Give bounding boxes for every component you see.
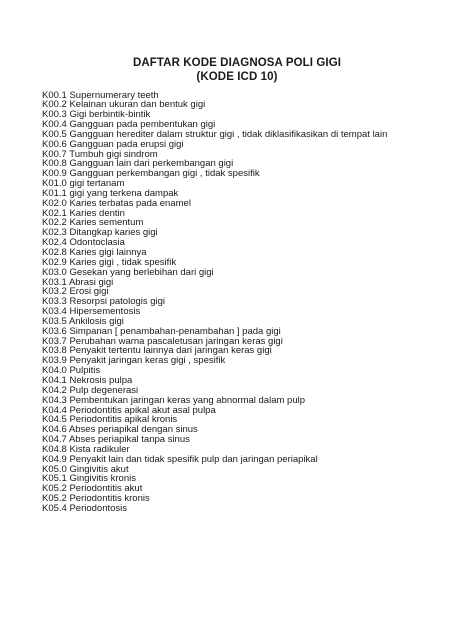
list-item: K02.2 Karies sementum (42, 218, 144, 229)
list-item: K03.1 Abrasi gigi (42, 277, 114, 288)
list-item: K05.2 Periodontitis kronis (42, 494, 150, 504)
list-item: K03.5 Ankilosis gigi (42, 316, 124, 327)
list-item: K01.1 gigi yang terkena dampak (42, 188, 179, 199)
list-item: K02.0 Karies terbatas pada enamel (42, 198, 191, 209)
list-item: K00.6 Gangguan pada erupsi gigi (42, 139, 184, 150)
document-subtitle: (KODE ICD 10) (196, 71, 278, 83)
list-item: K02.1 Karies dentin (42, 208, 125, 219)
list-item: K05.2 Periodontitis akut (42, 484, 143, 495)
list-item: K01.0 gigi tertanam (42, 179, 125, 189)
list-item: K04.0 Pulpitis (42, 366, 101, 376)
list-item: K00.4 Gangguan pada pembentukan gigi (42, 120, 216, 130)
list-item: K00.5 Gangguan herediter dalam struktur gigi , tidak diklasifikasikan di tempat lain (42, 129, 388, 140)
list-item: K03.2 Erosi gigi (42, 287, 109, 298)
list-item: K03.9 Penyakit jaringan keras gigi , spesifik (42, 356, 226, 367)
list-item: K00.2 Kelainan ukuran dan bentuk gigi (42, 100, 206, 111)
list-item: K04.9 Penyakit lain dan tidak spesifik pulp dan jaringan periapikal (42, 454, 318, 465)
list-item: K03.6 Simpanan [ penambahan-penambahan ] pada gigi (42, 326, 281, 337)
list-item: K03.8 Penyakit tertentu lainnya dari jaringan keras gigi (42, 346, 272, 357)
list-item: K00.1 Supernumerary teeth (42, 90, 159, 101)
list-item: K03.0 Gesekan yang berlebihan dari gigi (42, 267, 214, 278)
list-item: K04.8 Kista radikuler (42, 444, 130, 455)
list-item: K04.2 Pulp degenerasi (42, 385, 139, 396)
list-item: K05.4 Periodontosis (42, 503, 128, 514)
list-item: K00.8 Gangguan lain dari perkembangan gigi (42, 159, 234, 170)
document-title: DAFTAR KODE DIAGNOSA POLI GIGI (132, 57, 342, 69)
list-item: K04.7 Abses periapikal tanpa sinus (42, 435, 190, 445)
list-item: K05.0 Gingivitis akut (42, 464, 129, 475)
list-item: K00.3 Gigi berbintik-bintik (42, 110, 151, 121)
list-item: K00.9 Gangguan perkembangan gigi , tidak spesifik (42, 169, 260, 180)
list-item: K04.3 Pembentukan jaringan keras yang abnormal dalam pulp (42, 395, 305, 406)
list-item: K04.4 Periodontitis apikal akut asal pulpa (42, 405, 216, 416)
list-item: K04.5 Periodontitis apikal kronis (42, 415, 178, 426)
list-item: K02.3 Ditangkap karies gigi (42, 228, 158, 239)
list-item: K03.3 Resorpsi patologis gigi (42, 297, 166, 308)
list-item: K03.4 Hipersementosis (42, 307, 141, 317)
list-item: K02.9 Karies gigi , tidak spesifik (42, 257, 177, 268)
list-item: K04.6 Abses periapikal dengan sinus (42, 425, 198, 436)
diagnosis-code-list (42, 91, 462, 514)
list-item: K03.7 Perubahan warna pascaletusan jaringan keras gigi (42, 336, 283, 347)
list-item: K05.1 Gingivitis kronis (42, 474, 136, 485)
list-item: K04.1 Nekrosis pulpa (42, 375, 133, 386)
list-item: K02.8 Karies gigi lainnya (42, 248, 147, 258)
list-item: K02.4 Odontoclasia (42, 238, 125, 248)
list-item: K00.7 Tumbuh gigi sindrom (42, 149, 158, 160)
